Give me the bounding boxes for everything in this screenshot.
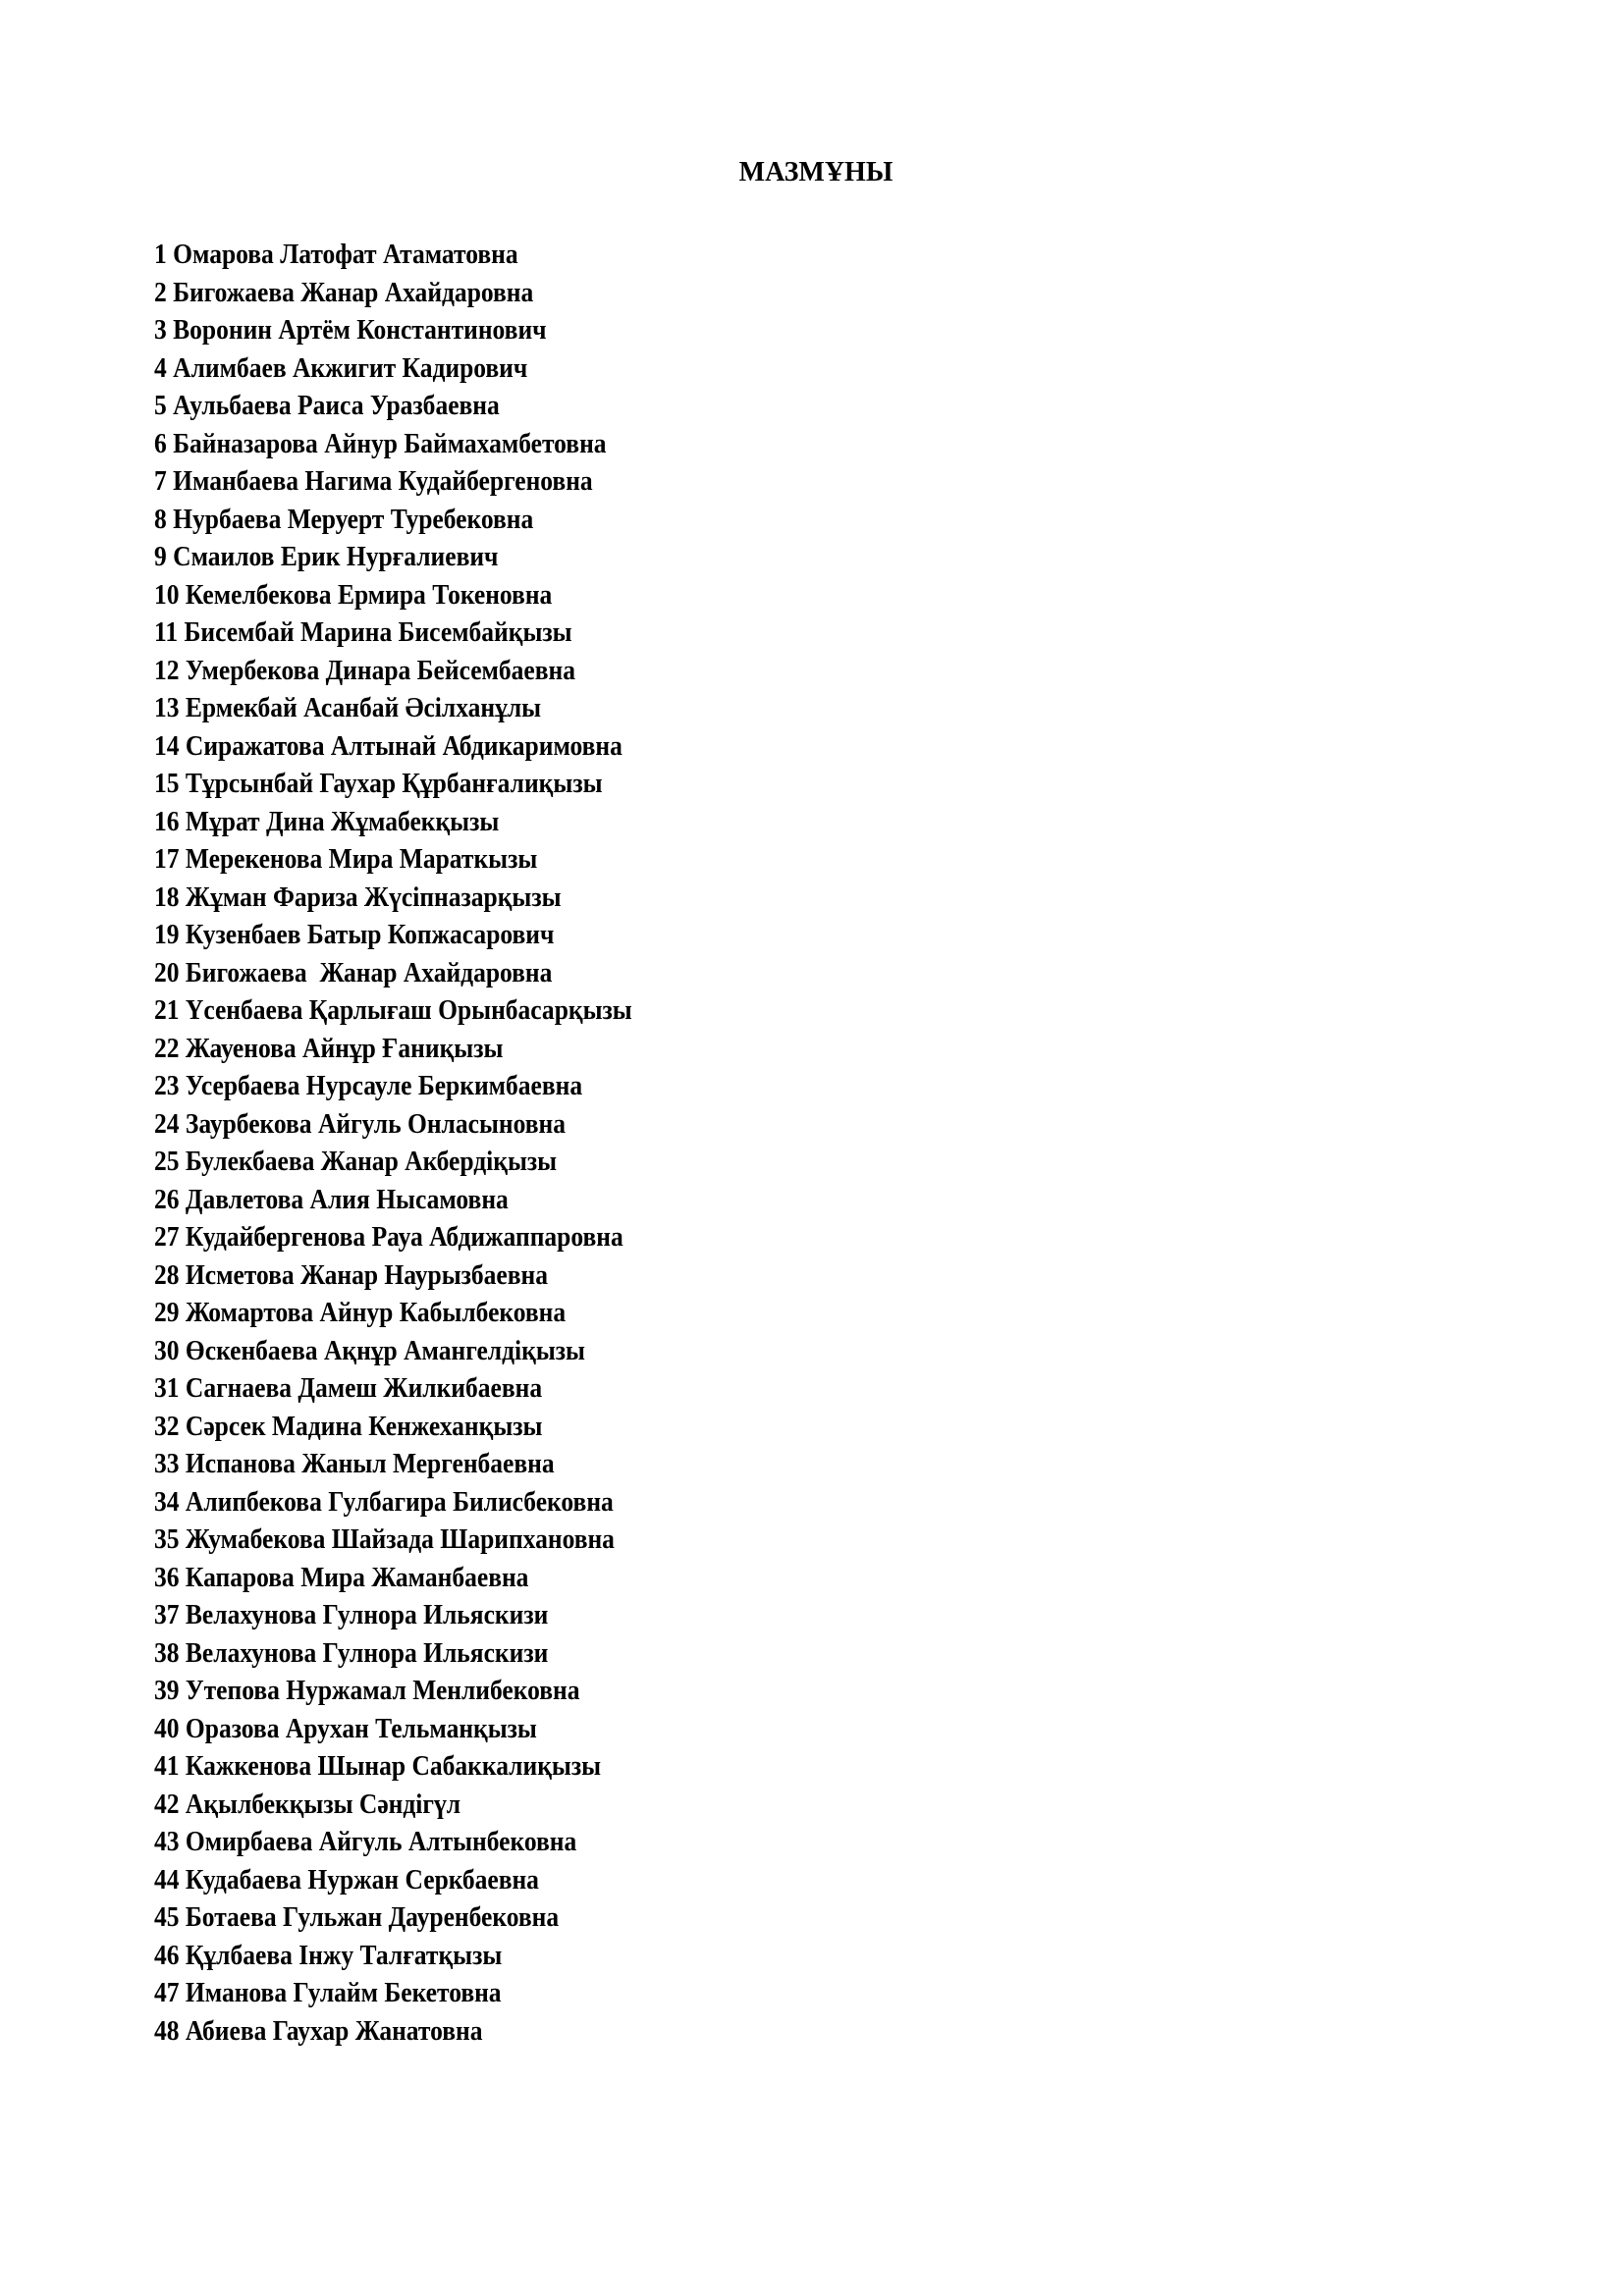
contents-entry: 38 Велахунова Гулнора Ильяскизи bbox=[154, 1636, 549, 1669]
contents-entry: 12 Умербекова Динара Бейсембаевна bbox=[154, 654, 576, 686]
contents-entry: 32 Сәрсек Мадина Кенжеханқызы bbox=[154, 1410, 543, 1442]
contents-entry: 21 Үсенбаева Қарлығаш Орынбасарқызы bbox=[154, 994, 632, 1026]
contents-entry: 48 Абиева Гаухар Жанатовна bbox=[154, 2014, 483, 2047]
contents-entry: 1 Омарова Латофат Атаматовна bbox=[154, 239, 518, 270]
contents-entry: 23 Усербаева Нурсауле Беркимбаевна bbox=[154, 1070, 583, 1101]
contents-entry: 5 Аульбаева Раиса Уразбаевна bbox=[154, 390, 500, 421]
document-title: МАЗМҰНЫ bbox=[738, 157, 893, 187]
contents-entry: 7 Иманбаева Нагима Кудайбергеновна bbox=[154, 465, 593, 497]
contents-entry: 9 Смаилов Ерик Нурғалиевич bbox=[154, 541, 499, 572]
contents-entry: 8 Нурбаева Меруерт Туребековна bbox=[154, 503, 534, 535]
contents-entry: 11 Бисембай Марина Бисембайқызы bbox=[154, 616, 572, 648]
contents-entry: 44 Кудабаева Нуржан Серкбаевна bbox=[154, 1863, 539, 1896]
contents-entry: 13 Ермекбай Асанбай Әсілханұлы bbox=[154, 692, 542, 723]
contents-entry: 37 Велахунова Гулнора Ильяскизи bbox=[154, 1599, 549, 1630]
contents-entry: 22 Жауенова Айнұр Ғаниқызы bbox=[154, 1032, 504, 1064]
contents-entry: 30 Өскенбаева Ақнұр Амангелдіқызы bbox=[154, 1334, 585, 1366]
contents-entry: 27 Кудайбергенова Рауа Абдижаппаровна bbox=[154, 1221, 623, 1253]
contents-entry: 39 Утепова Нуржамал Менлибековна bbox=[154, 1675, 580, 1706]
contents-entry: 28 Исметова Жанар Наурызбаевна bbox=[154, 1258, 548, 1291]
contents-entry: 14 Сиражатова Алтынай Абдикаримовна bbox=[154, 729, 623, 762]
contents-entry: 10 Кемелбекова Ермира Токеновна bbox=[154, 578, 553, 611]
contents-entry: 24 Заурбекова Айгуль Онласыновна bbox=[154, 1107, 566, 1140]
contents-entry: 33 Испанова Жаныл Мергенбаевна bbox=[154, 1448, 555, 1479]
contents-entry: 6 Байназарова Айнур Баймахамбетовна bbox=[154, 427, 607, 459]
contents-entry: 47 Иманова Гулайм Бекетовна bbox=[154, 1977, 502, 2008]
contents-entry: 34 Алипбекова Гулбагира Билисбековна bbox=[154, 1485, 614, 1518]
contents-list bbox=[154, 236, 697, 2050]
contents-entry: 36 Капарова Мира Жаманбаевна bbox=[154, 1561, 529, 1593]
contents-entry: 25 Булекбаева Жанар Акбердіқызы bbox=[154, 1146, 558, 1177]
contents-entry: 35 Жумабекова Шайзада Шарипхановна bbox=[154, 1523, 615, 1555]
contents-entry: 18 Жұман Фариза Жүсіпназарқызы bbox=[154, 881, 562, 913]
contents-entry: 42 Ақылбекқызы Сәндігүл bbox=[154, 1788, 461, 1820]
contents-entry: 2 Бигожаева Жанар Ахайдаровна bbox=[154, 276, 534, 308]
contents-entry: 16 Мұрат Дина Жұмабекқызы bbox=[154, 805, 500, 837]
contents-entry: 26 Давлетова Алия Нысамовна bbox=[154, 1183, 509, 1215]
contents-entry: 43 Омирбаева Айгуль Алтынбековна bbox=[154, 1826, 577, 1857]
contents-entry: 3 Воронин Артём Константинович bbox=[154, 314, 547, 346]
contents-entry: 19 Кузенбаев Батыр Копжасарович bbox=[154, 919, 555, 950]
contents-entry: 4 Алимбаев Акжигит Кадирович bbox=[154, 351, 528, 384]
contents-entry: 29 Жомартова Айнур Кабылбековна bbox=[154, 1297, 567, 1328]
contents-entry: 40 Оразова Арухан Тельманқызы bbox=[154, 1712, 537, 1744]
contents-entry: 20 Бигожаева Жанар Ахайдаровна bbox=[154, 956, 553, 988]
contents-entry: 31 Сагнаева Дамеш Жилкибаевна bbox=[154, 1372, 543, 1404]
contents-entry: 46 Құлбаева Інжу Талғатқызы bbox=[154, 1939, 503, 1971]
contents-entry: 17 Мерекенова Мира Мараткызы bbox=[154, 843, 538, 875]
contents-entry: 41 Кажкенова Шынар Сабаккалиқызы bbox=[154, 1750, 602, 1782]
contents-entry: 45 Ботаева Гульжан Дауренбековна bbox=[154, 1901, 560, 1933]
contents-entry: 15 Тұрсынбай Гаухар Құрбанғалиқызы bbox=[154, 768, 603, 799]
